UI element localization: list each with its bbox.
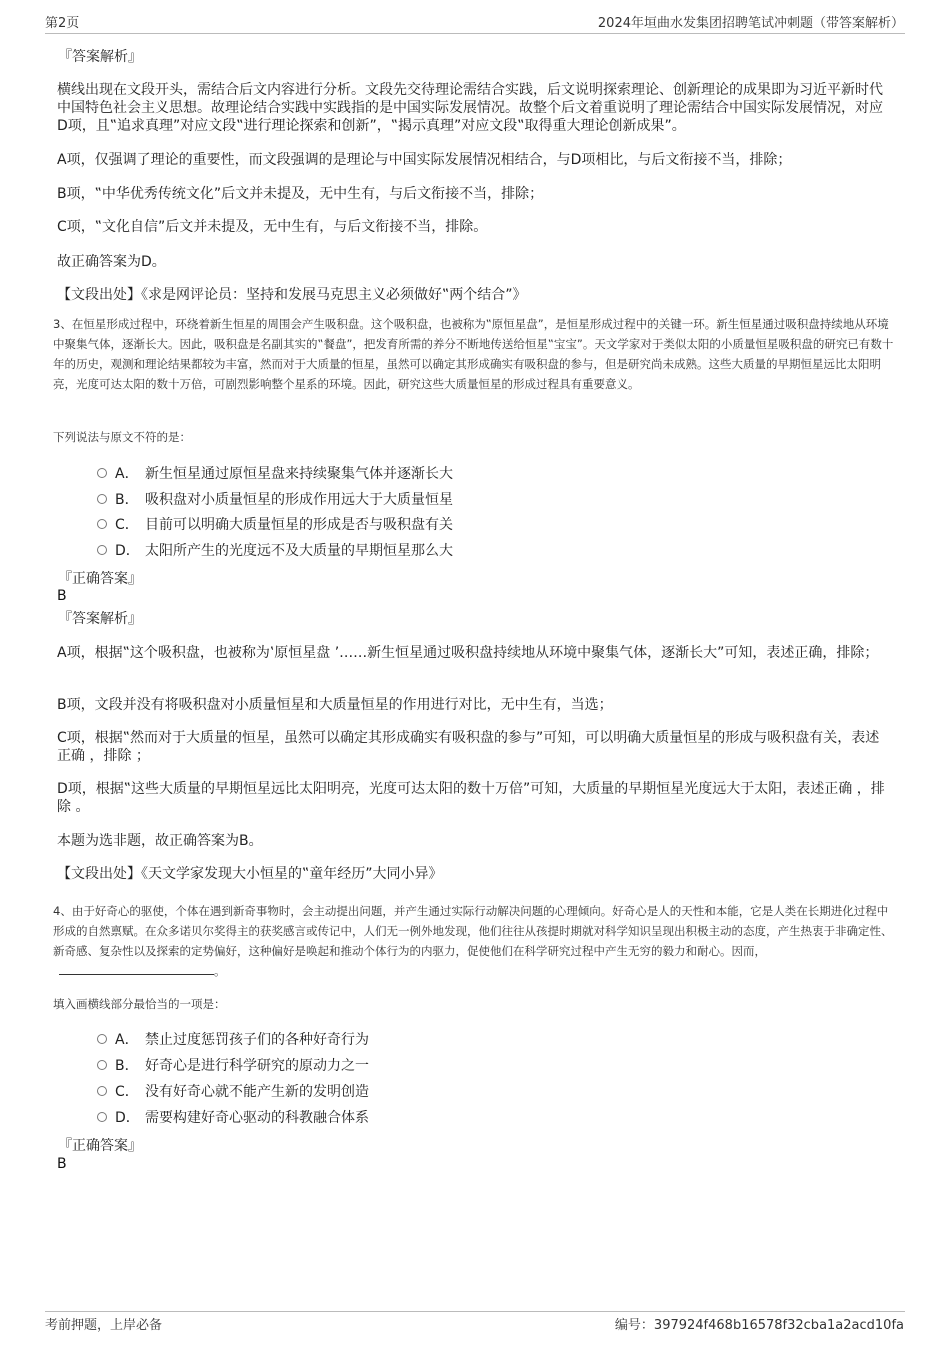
radio-icon[interactable]	[97, 468, 107, 478]
radio-icon[interactable]	[97, 1034, 107, 1044]
q2-analysis-option-a: A项，仅强调了理论的重要性，而文段强调的是理论与中国实际发展情况相结合，与D项相比，与后文衔接不当，排除；	[57, 152, 792, 168]
option-text: 禁止过度惩罚孩子们的各种好奇行为	[145, 1032, 369, 1048]
q4-passage-end: 。	[214, 964, 226, 978]
q3-option-d[interactable]	[97, 542, 453, 560]
page-number: 第2页	[45, 16, 80, 31]
q3-analysis-b: B项，文段并没有将吸积盘对小质量恒星和大质量恒星的作用进行对比，无中生有，当选；	[57, 697, 613, 713]
option-letter: A．	[115, 1032, 139, 1048]
q3-analysis-a: A项，根据‟这个吸积盘，也被称为‛原恒星盘 ’……新生恒星通过吸积盘持续地从环境中聚集气体，逐渐长大”可知，表述正确，排除；	[57, 645, 879, 661]
option-text: 吸积盘对小质量恒星的形成作用远大于大质量恒星	[145, 492, 453, 508]
radio-icon[interactable]	[97, 1112, 107, 1122]
option-text: 新生恒星通过原恒星盘来持续聚集气体并逐渐长大	[145, 466, 453, 482]
q4-option-d[interactable]	[97, 1109, 369, 1127]
document-code: 编号：397924f468b16578f32cba1a2acd10fa	[614, 1318, 904, 1333]
footer-slogan: 考前押题，上岸必备	[45, 1318, 163, 1333]
q2-analysis-label: 『答案解析』	[58, 49, 142, 65]
q2-analysis-option-b: B项，‟中华优秀传统文化”后文并未提及，无中生有，与后文衔接不当，排除；	[57, 186, 544, 202]
q3-source: 【文段出处】《天文学家发现大小恒星的‟童年经历”大同小异》	[57, 866, 443, 882]
option-letter: B．	[115, 492, 139, 508]
q4-correct-label: 『正确答案』	[58, 1138, 142, 1154]
q4-option-b[interactable]	[97, 1057, 369, 1075]
q2-conclusion: 故正确答案为D。	[57, 254, 166, 270]
footer-divider	[45, 1311, 905, 1312]
option-letter: B．	[115, 1058, 139, 1074]
option-text: 太阳所产生的光度远不及大质量的早期恒星那么大	[145, 543, 453, 559]
q3-passage: 3、在恒星形成过程中，环绕着新生恒星的周围会产生吸积盘。这个吸积盘，也被称为‟原恒星盘”，是恒星形成过程中的关键一环。新生恒星通过吸积盘持续地从环境中聚集气体，逐渐长大。因此，吸积盘是名副其实的‟餐盘”，把发育所需的养分不断地传送给恒星‟宝宝”。天文学家对于类似太阳的小质量恒星吸积盘的研究已有数十年的历史，观测和理论结果都较为丰富，然而对于大质量的恒星，虽然可以确定其形成确实有吸积盘的参与，但是研究尚未成熟。这些大质量的早期恒星远比太阳明亮，光度可达太阳的数十万倍，可剧烈影响整个星系的环境。因此，研究这些大质量恒星的形成过程具有重要意义。	[53, 317, 894, 391]
q4-prompt: 填入画横线部分最恰当的一项是：	[53, 997, 226, 1011]
header-divider	[45, 33, 905, 34]
q3-analysis-d: D项，根据‟这些大质量的早期恒星远比太阳明亮，光度可达太阳的数十万倍”可知，大质量的早期恒星光度远大于太阳，表述正确 ，排除 。	[57, 781, 885, 815]
q3-conclusion: 本题为选非题，故正确答案为B。	[57, 833, 263, 849]
option-letter: C．	[115, 517, 139, 533]
q2-source: 【文段出处】《求是网评论员：坚持和发展马克思主义必须做好‟两个结合”》	[57, 287, 527, 303]
q3-correct-answer: B	[57, 588, 67, 604]
option-letter: D．	[115, 1110, 140, 1126]
q3-correct-label: 『正确答案』	[58, 571, 142, 587]
document-title: 2024年垣曲水发集团招聘笔试冲刺题（带答案解析）	[597, 16, 904, 31]
q4-correct-answer: B	[57, 1156, 67, 1172]
q2-analysis-paragraph: 横线出现在文段开头，需结合后文内容进行分析。文段先交待理论需结合实践，后文说明探索理论、创新理论的成果即为习近平新时代中国特色社会主义思想。故理论结合实践中实践指的是中国实际发展情况。故整个后文着重说明了理论需结合中国实际发展情况，对应D项，且‟追求真理”对应文段‟进行理论探索和创新”，‟揭示真理”对应文段‟取得重大理论创新成果”。	[57, 82, 883, 134]
radio-icon[interactable]	[97, 494, 107, 504]
fill-in-blank	[59, 962, 214, 975]
option-text: 好奇心是进行科学研究的原动力之一	[145, 1058, 369, 1074]
q4-passage	[53, 901, 895, 981]
radio-icon[interactable]	[97, 545, 107, 555]
radio-icon[interactable]	[97, 1086, 107, 1096]
q3-prompt: 下列说法与原文不符的是：	[53, 430, 191, 444]
option-letter: A．	[115, 466, 139, 482]
q3-option-c[interactable]	[97, 516, 453, 534]
option-letter: C．	[115, 1084, 139, 1100]
option-letter: D．	[115, 543, 140, 559]
q4-option-a[interactable]	[97, 1031, 369, 1049]
option-text: 需要构建好奇心驱动的科教融合体系	[145, 1110, 369, 1126]
q3-analysis-label: 『答案解析』	[58, 611, 142, 627]
radio-icon[interactable]	[97, 519, 107, 529]
q3-option-b[interactable]	[97, 491, 453, 509]
q3-option-a[interactable]	[97, 465, 453, 483]
q2-analysis-option-c: C项，‟文化自信”后文并未提及，无中生有，与后文衔接不当，排除。	[57, 219, 488, 235]
q4-option-c[interactable]	[97, 1083, 369, 1101]
option-text: 没有好奇心就不能产生新的发明创造	[145, 1084, 369, 1100]
q4-passage-text: 4、由于好奇心的驱使，个体在遇到新奇事物时，会主动提出问题，并产生通过实际行动解决问题的心理倾向。好奇心是人的天性和本能，它是人类在长期进化过程中形成的自然禀赋。在众多诺贝尔奖得主的获奖感言或传记中，人们无一例外地发现，他们往往从孩提时期就对科学知识呈现出积极主动的态度，产生热衷于非确定性、新奇感、复杂性以及探索的定势偏好，这种偏好是唤起和推动个体行为的内驱力，促使他们在科学研究过程中产生无穷的毅力和耐心。因而，	[53, 904, 893, 958]
q3-analysis-c: C项，根据‟然而对于大质量的恒星，虽然可以确定其形成确实有吸积盘的参与”可知，可以明确大质量恒星的形成与吸积盘有关，表述正确 ，排除 ；	[57, 730, 880, 764]
option-text: 目前可以明确大质量恒星的形成是否与吸积盘有关	[145, 517, 453, 533]
radio-icon[interactable]	[97, 1060, 107, 1070]
